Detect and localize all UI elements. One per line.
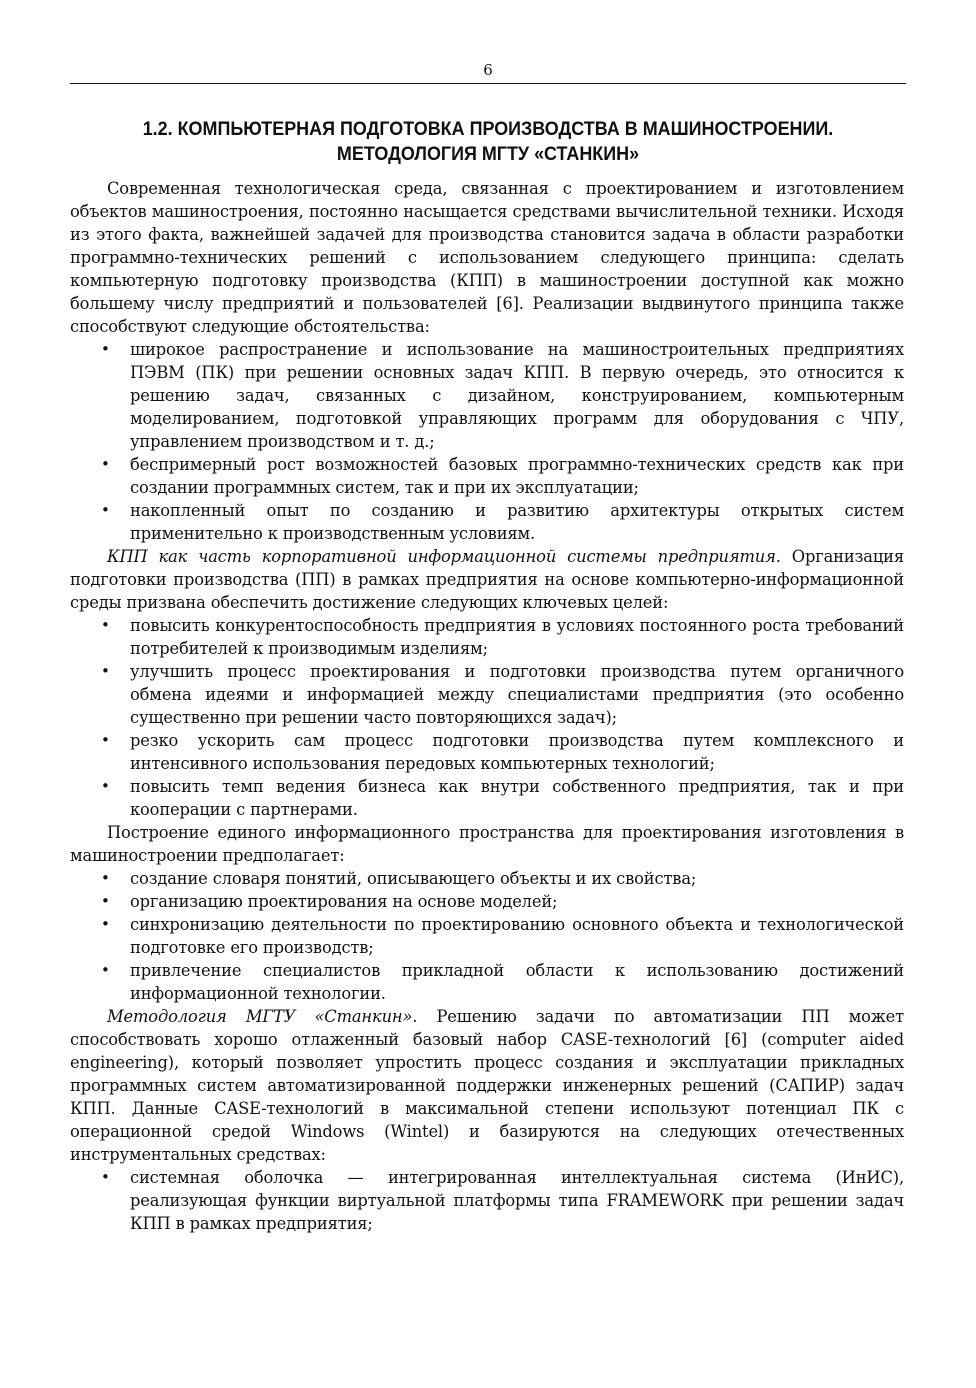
kpp-goals-list	[70, 614, 904, 821]
list-item: • привлечение специалистов прикладной области к использованию достижений информационной технологии.	[70, 959, 904, 1005]
list-item: • организацию проектирования на основе моделей;	[70, 890, 904, 913]
section-heading	[103, 117, 872, 167]
list-item: • повысить конкурентоспособность предприятия в условиях постоянного роста требований потребителей к производимым изделиям;	[70, 614, 904, 660]
kpp-italic-lead: КПП как часть корпоративной информационной системы предприятия.	[107, 547, 781, 566]
list-item: • создание словаря понятий, описывающего объекты и их свойства;	[70, 867, 904, 890]
space-paragraph: Построение единого информационного пространства для проектирования изготовления в машиностроении предполагает:	[70, 823, 904, 865]
document-body	[70, 177, 904, 1235]
page-number: 6	[483, 61, 493, 79]
section-heading-line-2: МЕТОДОЛОГИЯ МГТУ «СТАНКИН»	[336, 143, 640, 165]
list-item: • улучшить процесс проектирования и подготовки производства путем органичного обмена идеями и информацией между специалистами предприятия (это особенно существенно при решении часто повторяющихся задач);	[70, 660, 904, 729]
kpp-paragraph	[70, 545, 904, 614]
intro-paragraph: Современная технологическая среда, связанная с проектированием и изготовлением объектов машиностроения, постоянно насыщается средствами вычислительной техники. Исходя из этого факта, важнейшей задачей для производства становится задача в области разработки программно-технических решений с использованием следующего принципа: сделать компьютерную подготовку производства (КПП) в машиностроении доступной как можно большему числу предприятий и пользователей [6]. Реализации выдвинутого принципа также способствуют следующие обстоятельства:	[70, 179, 904, 336]
list-item: • резко ускорить сам процесс подготовки производства путем комплексного и интенсивного использования передовых компьютерных технологий;	[70, 729, 904, 775]
space-list	[70, 867, 904, 1005]
list-item: • широкое распространение и использование на машиностроительных предприятиях ПЭВМ (ПК) при решении основных задач КПП. В первую очередь, это относится к решению задач, связанных с дизайном, конструированием, компьютерным моделированием, подготовкой управляющих программ для оборудования с ЧПУ, управлением производством и т. д.;	[70, 338, 904, 453]
section-heading-line-1: 1.2. КОМПЬЮТЕРНАЯ ПОДГОТОВКА ПРОИЗВОДСТВА В МАШИНОСТРОЕНИИ.	[142, 118, 834, 140]
list-item: • синхронизацию деятельности по проектированию основного объекта и технологической подготовке его производств;	[70, 913, 904, 959]
kpp-paragraph-text: Организация подготовки производства (ПП) в рамках предприятия на основе компьютерно-информационной среды призвана обеспечить достижение следующих ключевых целей:	[70, 547, 904, 612]
method-list	[70, 1166, 904, 1235]
method-italic-lead: Методология МГТУ «Станкин».	[107, 1007, 418, 1026]
method-paragraph-text: Решению задачи по автоматизации ПП может способствовать хорошо отлаженный базовый набор CASE-технологий [6] (computer aided engineering), который позволяет упростить процесс создания и эксплуатации прикладных программных систем автоматизированной поддержки инженерных решений (САПИР) задач КПП. Данные CASE-технологий в максимальной степени используют потенциал ПК с операционной средой Windows (Wintel) и базируются на следующих отечественных инструментальных средствах:	[70, 1007, 904, 1164]
list-item: • системная оболочка — интегрированная интеллектуальная система (ИнИС), реализующая функции виртуальной платформы типа FRAMEWORK при решении задач КПП в рамках предприятия;	[70, 1166, 904, 1235]
list-item: • беспримерный рост возможностей базовых программно-технических средств как при создании программных систем, так и при их эксплуатации;	[70, 453, 904, 499]
method-paragraph	[70, 1005, 904, 1166]
intro-list	[70, 338, 904, 545]
list-item: • повысить темп ведения бизнеса как внутри собственного предприятия, так и при кооперации с партнерами.	[70, 775, 904, 821]
list-item: • накопленный опыт по созданию и развитию архитектуры открытых систем применительно к производственным условиям.	[70, 499, 904, 545]
header-rule	[70, 83, 906, 84]
